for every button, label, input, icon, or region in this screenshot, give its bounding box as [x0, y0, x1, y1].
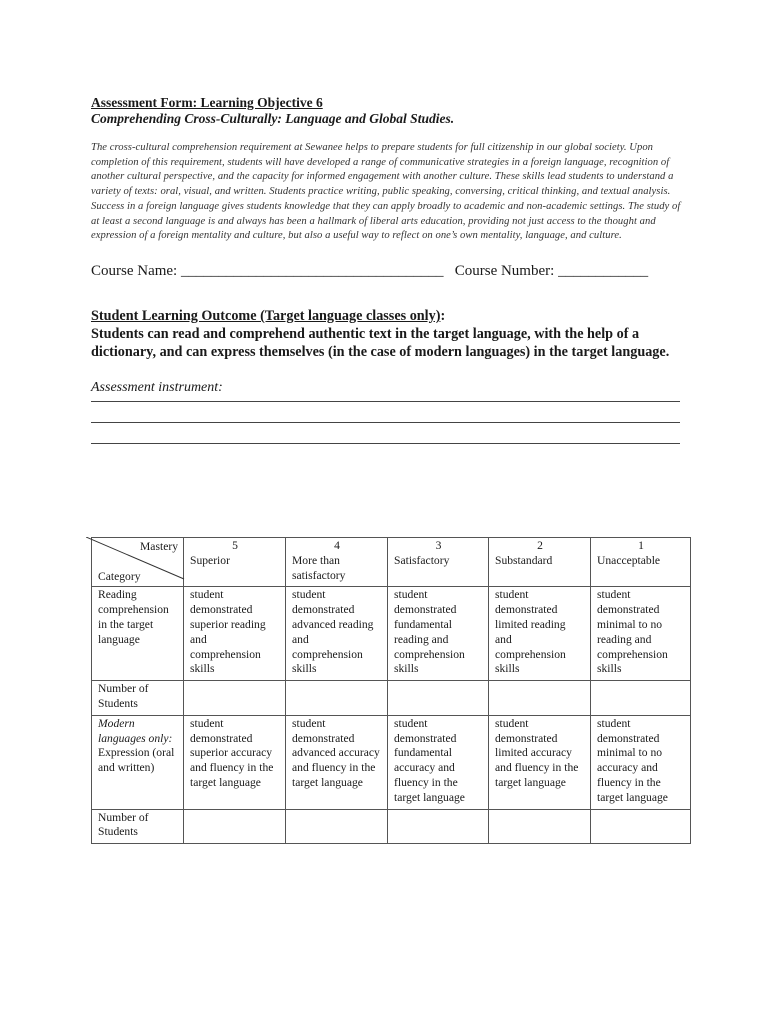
level-5-label: Superior [190, 553, 230, 567]
reading-count-row [92, 681, 691, 716]
expression-count-1[interactable] [591, 809, 691, 844]
level-2-header [489, 538, 591, 587]
rubric-header-row [92, 538, 691, 587]
level-1-label: Unacceptable [597, 553, 661, 567]
course-line [91, 261, 691, 281]
expression-cell-5: student demonstrated superior accuracy and fluency in the target language [184, 715, 286, 809]
reading-cell-2: student demonstrated limited reading and comprehension skills [489, 587, 591, 681]
expression-cell-3: student demonstrated fundamental accuracy and fluency in the target language [388, 715, 489, 809]
expression-count-5[interactable] [184, 809, 286, 844]
instrument-line-2[interactable] [91, 402, 680, 423]
outcome-text: Students can read and comprehend authentic text in the target language, with the help of a dictionary, and can express themselves (in the case of modern languages) in the target language. [91, 325, 670, 360]
expression-count-4[interactable] [286, 809, 388, 844]
reading-cell-3: student demonstrated fundamental reading and comprehension skills [388, 587, 489, 681]
reading-count-label: Number of Students [92, 681, 184, 716]
expression-cell-4: student demonstrated advanced accuracy and fluency in the target language [286, 715, 388, 809]
course-name-label: Course Name: [91, 262, 178, 279]
level-4-number: 4 [334, 539, 340, 552]
level-3-number: 3 [435, 539, 442, 552]
instrument-label: Assessment instrument: [91, 379, 223, 395]
level-1-header [591, 538, 691, 587]
outcome-colon: : [440, 307, 446, 324]
expression-count-label: Number of Students [92, 809, 184, 844]
expression-category [92, 715, 184, 809]
expression-cell-1: student demonstrated minimal to no accuracy and fluency in the target language [591, 715, 691, 809]
reading-row [92, 587, 691, 681]
mastery-label: Mastery [140, 540, 178, 553]
reading-count-3[interactable] [388, 681, 489, 716]
outcome-heading: Student Learning Outcome (Target language classes only) [91, 307, 441, 324]
expression-row [92, 715, 691, 809]
course-number-label: Course Number: [454, 262, 555, 279]
corner-cell [92, 538, 184, 587]
reading-count-5[interactable] [184, 681, 286, 716]
expression-count-3[interactable] [388, 809, 489, 844]
category-label: Category [98, 569, 141, 583]
expression-category-note: Modern languages only: [98, 716, 173, 745]
level-3-label: Satisfactory [394, 553, 450, 567]
form-subtitle: Comprehending Cross-Culturally: Language and Global Studies. [91, 111, 455, 126]
expression-count-2[interactable] [489, 809, 591, 844]
document-page [91, 95, 691, 444]
level-2-label: Substandard [495, 553, 553, 567]
level-4-header [286, 538, 388, 587]
expression-count-row [92, 809, 691, 844]
expression-category-label: Expression (oral and written) [98, 746, 175, 775]
reading-cell-5: student demonstrated superior reading and comprehension skills [184, 587, 286, 681]
reading-category: Reading comprehension in the target language [92, 587, 184, 681]
expression-cell-2: student demonstrated limited accuracy and fluency in the target language [489, 715, 591, 809]
level-5-number: 5 [232, 539, 238, 552]
form-title: Assessment Form: Learning Objective 6 [91, 95, 323, 110]
course-number-field[interactable]: ____________ [558, 262, 649, 279]
reading-count-1[interactable] [591, 681, 691, 716]
reading-count-2[interactable] [489, 681, 591, 716]
level-3-header [388, 538, 489, 587]
rubric-table [91, 537, 691, 844]
reading-cell-1: student demonstrated minimal to no reading and comprehension skills [591, 587, 691, 681]
level-4-label: More than satisfactory [292, 553, 346, 582]
instrument-line-3[interactable] [91, 423, 680, 444]
learning-outcome [91, 307, 691, 361]
course-name-field[interactable]: ___________________________________ [180, 262, 444, 279]
level-5-header [184, 538, 286, 587]
reading-count-4[interactable] [286, 681, 388, 716]
level-1-number: 1 [638, 539, 644, 552]
reading-cell-4: student demonstrated advanced reading and comprehension skills [286, 587, 388, 681]
level-2-number: 2 [537, 539, 543, 552]
intro-paragraph: The cross-cultural comprehension requirement at Sewanee helps to prepare students for full citizenship in our global society. Upon completion of this requirement, students will have developed a range of communicative strategies in a foreign language, recognition of another cultural perspective, and the capacity for informed engagement with another culture. These skills lead students to understand a variety of texts: oral, visual, and written. Students practice writing, public speaking, conversing, critical thinking, and textual analysis. Success in a foreign language gives students knowledge that they can apply broadly to academic and non-academic settings. The study of at least a second language is and always has been a hallmark of liberal arts education, providing not just access to the thought and expression of a foreign mentality and culture, but also a useful way to reflect on one’s own mentality, language, and culture. [91, 142, 681, 242]
